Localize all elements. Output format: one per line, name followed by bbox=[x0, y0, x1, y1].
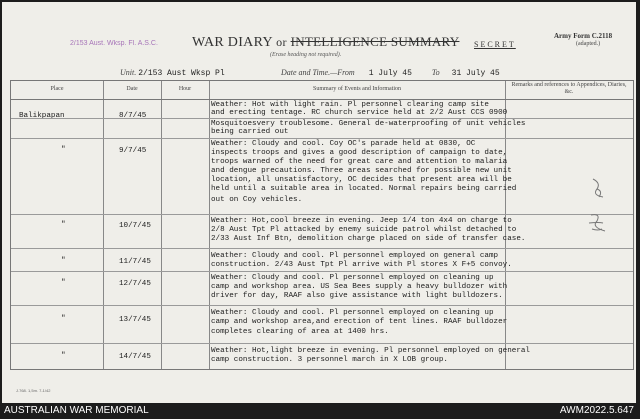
row-3-date: 10/7/45 bbox=[119, 222, 151, 230]
row-7-line-2: camp construction. 3 personnel march in X LOB group. bbox=[211, 356, 448, 364]
header-place: Place bbox=[50, 86, 64, 92]
column-divider bbox=[161, 81, 162, 369]
unit-field bbox=[120, 68, 225, 78]
row-2-line-6: held until a suitable area in located. Normal repairs being carried bbox=[211, 185, 517, 193]
unit-stamp: 2/153 Aust. Wksp. Fl. A.S.C. bbox=[70, 40, 158, 47]
row-2-line-7: out on Coy vehicles. bbox=[211, 196, 303, 204]
row-4-date: 11/7/45 bbox=[119, 258, 151, 266]
row-7-place: " bbox=[61, 352, 66, 360]
row-4-line-2: construction. 2/43 Aust Tpt Pl arrive with Pl stores X F+5 convoy. bbox=[211, 261, 512, 269]
row-5-date: 12/7/45 bbox=[119, 280, 151, 288]
row-2-place: " bbox=[61, 146, 66, 154]
column-divider bbox=[103, 81, 104, 369]
row-7-date: 14/7/45 bbox=[119, 353, 151, 361]
war-diary-sheet bbox=[2, 2, 636, 403]
row-1-line-3: Mosquitoesvery troublesome. General de-waterproofing of unit vehicles bbox=[211, 120, 526, 128]
row-1-place: Balikpapan bbox=[19, 112, 65, 120]
datetime-label: Date and Time.—From bbox=[281, 68, 355, 77]
row-4-line-1: Weather: Cloudy and cool. Pl personnel employed on general camp bbox=[211, 252, 499, 260]
unit-label: Unit. bbox=[120, 68, 137, 77]
row-3-line-3: 2/33 Aust Inf Btn, demolition charge placed on side of transfer case. bbox=[211, 235, 526, 243]
classification-label: SECRET bbox=[474, 40, 516, 49]
row-4-place: " bbox=[61, 257, 66, 265]
row-2-line-2: inspects troops and gives a good description of campaign to date, bbox=[211, 149, 508, 157]
row-divider bbox=[11, 248, 633, 249]
caption-accession: AWM2022.5.647 bbox=[559, 405, 634, 416]
row-1-line-4: being carried out bbox=[211, 128, 289, 136]
diary-table bbox=[10, 80, 634, 370]
row-6-line-1: Weather: Cloudy and cool. Pl personnel employed on cleaning up bbox=[211, 309, 494, 317]
row-3-place: " bbox=[61, 221, 66, 229]
row-7-line-1: Weather: Hot,light breeze in evening. Pl personnel employed on general bbox=[211, 347, 530, 355]
print-footnote: J.768. 1,5m. 7-1/42 bbox=[16, 388, 51, 393]
row-5-line-2: camp and workshop area. US Sea Bees supply a heavy bulldozer with bbox=[211, 283, 508, 291]
title-main: WAR DIARY bbox=[192, 35, 273, 50]
row-divider bbox=[11, 214, 633, 215]
header-remarks: Remarks and references to Appendices, Diaries, &c. bbox=[511, 82, 627, 95]
to-label: To bbox=[431, 68, 440, 77]
title-or: or bbox=[276, 35, 287, 49]
header-hour: Hour bbox=[178, 86, 192, 92]
army-form-label: Army Form C.2118 bbox=[554, 32, 613, 40]
row-divider bbox=[11, 305, 633, 306]
row-6-date: 13/7/45 bbox=[119, 316, 151, 324]
row-divider bbox=[11, 118, 633, 119]
pencil-annotation-icon bbox=[583, 171, 613, 241]
row-5-line-1: Weather: Cloudy and cool. Pl personnel employed on cleaning up bbox=[211, 274, 494, 282]
row-6-line-3: completes clearing of area at 1400 hrs. bbox=[211, 328, 389, 336]
row-1-date: 8/7/45 bbox=[119, 112, 147, 120]
table-header-row bbox=[11, 81, 633, 100]
row-divider bbox=[11, 343, 633, 344]
date-range-field bbox=[281, 68, 500, 78]
row-2-date: 9/7/45 bbox=[119, 147, 147, 155]
header-summary: Summary of Events and Information bbox=[313, 86, 401, 92]
row-2-line-1: Weather: Cloudy and cool. Coy OC's parade held at 0830, OC bbox=[211, 140, 476, 148]
header-date: Date bbox=[126, 86, 138, 92]
row-2-line-3: troops warned of the need for great care and attention to malaria bbox=[211, 158, 508, 166]
caption-institution: AUSTRALIAN WAR MEMORIAL bbox=[4, 405, 149, 416]
to-value: 31 July 45 bbox=[451, 69, 500, 78]
row-3-line-2: 2/8 Aust Tpt Pl attacked by enemy suicide patrol whilst detached to bbox=[211, 226, 517, 234]
row-6-line-2: camp and workshop area,and erection of tent lines. RAAF bulldozer bbox=[211, 318, 508, 326]
row-2-line-4: and dengue precautions. Three areas searched for possible new unit bbox=[211, 167, 512, 175]
row-6-place: " bbox=[61, 315, 66, 323]
title-struck: INTELLIGENCE SUMMARY bbox=[290, 34, 460, 49]
row-divider bbox=[11, 138, 633, 139]
title-subnote: (Erase heading not required). bbox=[270, 52, 342, 58]
row-3-line-1: Weather: Hot,cool breeze in evening. Jeep 1/4 ton 4x4 on charge to bbox=[211, 217, 512, 225]
row-5-line-3: driver for day, RAAF also give assistance with light bulldozers. bbox=[211, 292, 503, 300]
row-1-line-1: Weather: Hot with light rain. Pl personnel clearing camp site bbox=[211, 101, 489, 109]
column-divider bbox=[209, 81, 210, 369]
adapted-label: (adapted.) bbox=[576, 41, 601, 47]
page-title bbox=[192, 34, 459, 51]
row-5-place: " bbox=[61, 279, 66, 287]
row-1-line-2: and erecting tentage. RC church service held at 2/2 Aust CCS 0900 bbox=[211, 109, 508, 117]
unit-value: 2/153 Aust Wksp Pl bbox=[138, 69, 225, 78]
row-divider bbox=[11, 271, 633, 272]
from-value: 1 July 45 bbox=[368, 69, 412, 78]
row-2-line-5: location, all unsatisfactory, OC decides that present area will be bbox=[211, 176, 512, 184]
